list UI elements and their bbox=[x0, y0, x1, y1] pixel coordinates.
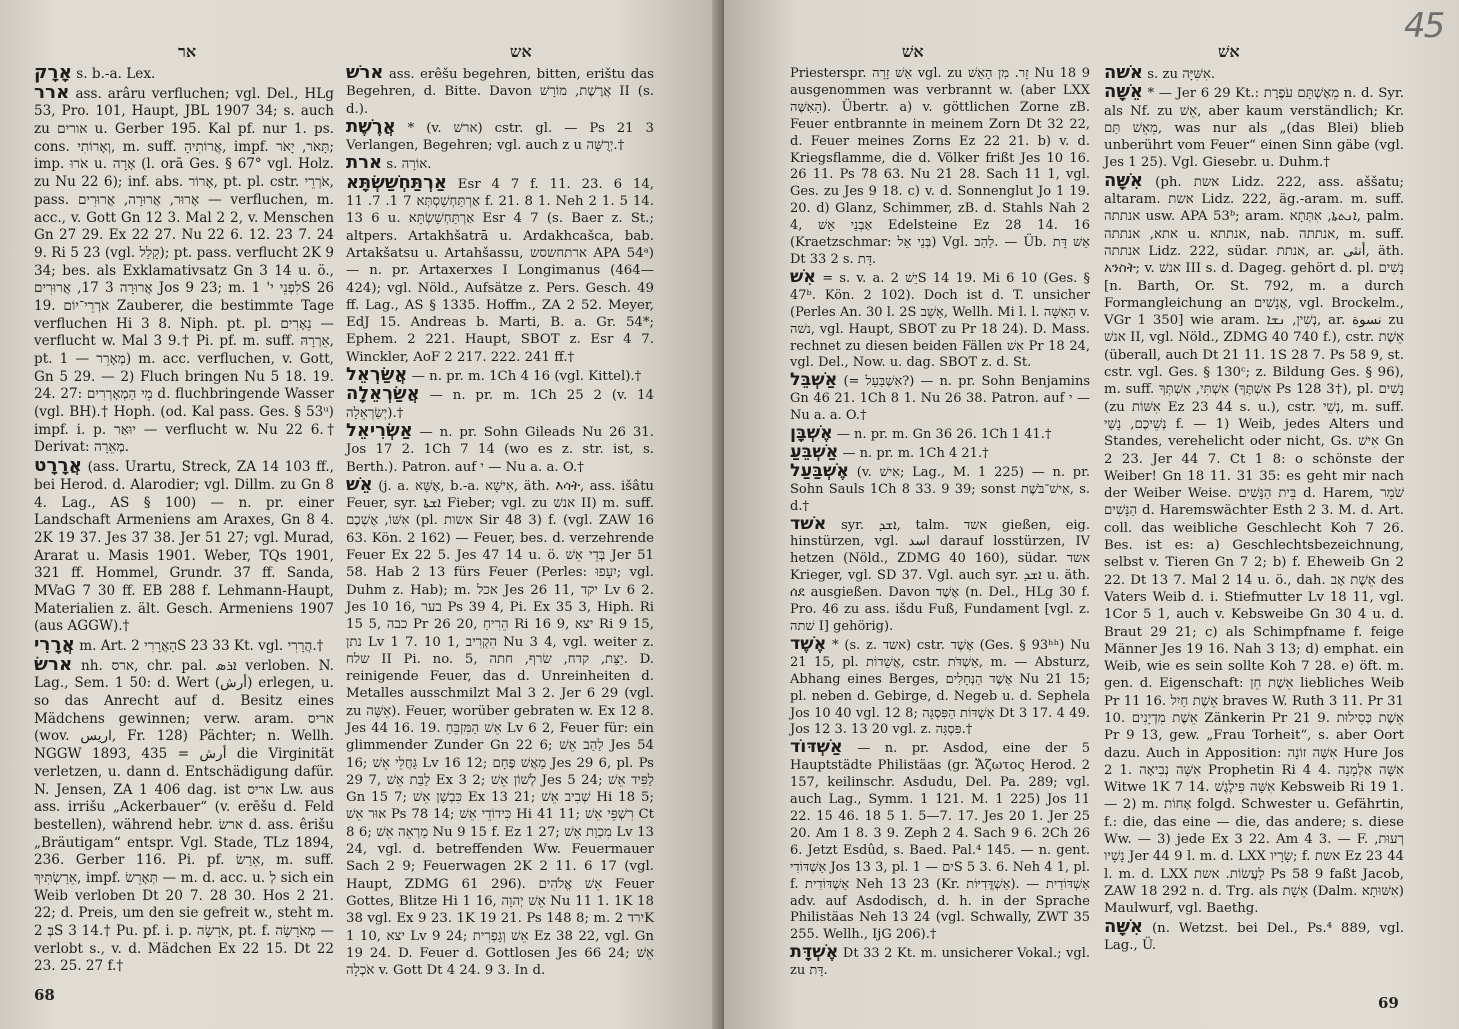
dictionary-entry bbox=[790, 513, 1091, 636]
entry-text: — n. pr. m. 1Ch 4 16 (vgl. Kittel).† bbox=[411, 369, 642, 385]
entry-text: — n. pr. m. 1Ch 4 21.† bbox=[842, 445, 989, 461]
dictionary-entry bbox=[790, 64, 1090, 269]
entry-lemma: אַשְׁבֵּעַ bbox=[790, 441, 839, 462]
entry-text: * (s. z. אשד) cstr. אֶשֶׁד (Ges. § 93ʰʰ) Nu 21 15, pl. אֲשֵׁדוֹת, cstr. אַשְׁדֹּת, m. — Absturz, Abhang eines Berges, אֶשֶׁד הַנְּחָלִים Nu 21 15; pl. neben d. Gebirge, d. Negeb u. d. Sephela Jos 10 40 vgl. 12 8; אַשְׁדּוֹת הַפִּסְגָּה Dt 3 17. 4 49. Jos 12 3. 13 20 vgl. z. פִּסְגָּה.† bbox=[790, 637, 1091, 738]
right-page-column-2 bbox=[1104, 64, 1404, 954]
dictionary-entry bbox=[790, 944, 1090, 980]
page-number-right: 69 bbox=[1378, 994, 1399, 1012]
entry-lemma: אֵשָּׁה bbox=[1104, 81, 1143, 103]
dictionary-entry bbox=[790, 266, 1090, 372]
dictionary-entry bbox=[790, 460, 1091, 516]
right-page bbox=[724, 0, 1459, 1029]
entry-text: ass. arâru verfluchen; vgl. Del., HLg 53, Pro. 101, Haupt, JBL 1907 34; s. auch zu אורים u. Gerber 195. Kal pf. nur 1. ps. cons. וְאָרוֹתִי, m. suff. אֲרוֹתִיהָ, impf. תָּאֹר, יָאֹר; imp. אֹרוּ u. אָרָה (l. orā Ges. § 67° vgl. Holz. zu Nu 22 6); inf. abs. אָרוֹר, pt. pl. cstr. אֹרְרֵי, pass. אָרוּר, אֲרוּרָה, אֲרוּרִים — verfluchen, m. acc., v. Gott Gn 12 3. Mal 2 2, v. Menschen Gn 27 29. Ex 22 27. Nu 22 6. 12. 23 7. 24 9. Ri 5 23 (vgl. קָלַל); pt. pass. verflucht 2K 9 34; bes. als Exklamativsatz Gn 3 14 u. ö., אֲרוּרָה 3 17, אֲרוּרִים Jos 9 23; m. לִפְנֵי י' 1S 26 19. אֹרְרֵי־יוֹם Zauberer, die bestimmte Tage verfluchen Hi 3 8. Niph. pt. pl. נֵאָרִים — verflucht w. Mal 3 9.† Pi. pf. m. suff. אֵרְרָהּ, pt. מְאָרֵר — 1) m. acc. verfluchen, v. Gott, Gn 5 29. — 2) Fluch bringen Nu 5 18. 19. 24. 27: מֵי הַמְאָרְרִים d. fluchbringende Wasser (vgl. BH).† Hoph. (od. Kal pass. Ges. § 53ᵘ) impf. i. p. יוּאַר — verflucht w. Nu 22 6.† Derivat: מְאֵרָה. bbox=[34, 85, 335, 456]
running-head-right-col2: אשׁ bbox=[1218, 42, 1240, 61]
entry-text: (n. Wetzst. bei Del., Ps.⁴ 889, vgl. Lag., Ü. bbox=[1104, 920, 1404, 953]
entry-text: s. zu אִשִּׁיָּה. bbox=[1147, 67, 1216, 82]
dictionary-entry bbox=[34, 636, 334, 656]
dictionary-entry bbox=[346, 171, 655, 366]
entry-lemma: אֶשְׁדָּת bbox=[790, 942, 839, 963]
dictionary-entry bbox=[34, 653, 335, 976]
entry-lemma: אשׁד bbox=[790, 513, 827, 534]
entry-text: s. אוֹרָה. bbox=[386, 157, 432, 173]
entry-lemma: ארר bbox=[34, 81, 70, 103]
entry-lemma: אֲרָרָט bbox=[34, 455, 82, 477]
entry-text: * — Jer 6 29 Kt.: מֵאֶשְׁתָּם עֹפֶרֶת n. d. Syr. als Nf. zu אֵשׁ, aber kaum verständlich; Kr. מֵאֵשׁ תַּם, was nur als „(das Blei) blieb unberührt vom Feuer“ einen Sinn gäbe (vgl. Jes 1 25). Vgl. Giesebr. u. Duhm.† bbox=[1104, 86, 1405, 171]
entry-lemma: אֶשֶׁד bbox=[790, 633, 827, 654]
entry-text: Priesterspr. אֵשׁ זָרָה vgl. zu זָר. מִן הָאֵשׁ Nu 18 9 ausgenommen was verbrannt w. (aber LXX הָאִשֶּׁה). Übertr. a) v. göttlichen Zorne zB. Feuer entbrannte in meinem Zorn Dt 32 22, d. Feuer meines Zorns Ez 22 21. b) v. d. Kriegsflamme, die d. Völker frißt Jes 10 16. 26 11. Ps 78 63. Nu 21 28. Sach 11 1, vgl. Ges. zu Jes 9 18. c) v. d. Sonnenglut Jo 1 19. 20. d) Glanz, Schimmer, zB. d. Stahls Nah 2 4, אַבְנֵי אֵשׁ Edelsteine Ez 28 14. 16 (Kraetzschmar: בְּנֵי אֵל) Vgl. לַהַב. — Üb. אֵשׁ דָּת Dt 33 2 s. דָּת. bbox=[790, 66, 1091, 267]
entry-lemma: אֲרֶשֶׁת bbox=[346, 115, 396, 137]
left-page bbox=[0, 0, 724, 1029]
dictionary-entry bbox=[346, 473, 655, 980]
entry-text: (ph. אשת Lidz. 222, ass. aššatu; altaram. אשת Lidz. 222, äg.-aram. m. suff. אנתתה usw. APA 53ᵇ; aram. ܐܢܬܬܐ, אִתְּתָא, palm. אתא, אנתתה u. אנתתא, nab. אנתתה, m. suff. אנתתה Lidz. 222, südar. אנתת, ar. أنثى, äth. አንስት; v. אנשׁ III s. d. Dageg. gehört d. pl. נָשִׁים [n. Barth, Or. St. 792, m. a durch Formangleichung an אֲנָשִׁים, vgl. Brockelm., VGr 1 350] wie aram. נְשִׁין, ܢܫܐ, ar. نسوة zu אנשׁ II, vgl. Nöld., ZDMG 40 740 f.), cstr. אֵשֶׁת (überall, auch Dt 21 11. 1S 28 7. Ps 58 9, st. cstr. vgl. Ges. § 130ᶜ; z. Bildung Ges. § 96), m. suff. אִשְׁתִּי, אִשְׁתְּךָ (אִשְׁתֶּךָ Ps 128 3†), pl. נָשִׁים (zu אִשּׁוֹת Ez 23 44 s. u.), cstr. נְשֵׁי, m. suff. נְשֵׁיכֶם, נָשַׁי f. — 1) Weib, jedes Alters und Standes, verehelicht oder nicht, Gs. אִישׁ Gn 2 23. Jer 44 7. Ct 1 8: o schönste der Weiber! Gn 18 11. 31 35: es geht mir nach der Weiber Weise. בֵּית הַנָּשִׁים d. Harem, שֹׁמֵר הַנָּשִׁים d. Haremswächter Esth 2 3. M. d. Art. coll. das weibliche Geschlecht Koh 7 26. Bes. ist es: a) Geschlechtsbezeichnung, selbst v. Tieren Gn 7 2; b) f. Eheweib Gn 2 22. Dt 13 7. Mal 2 14 u. ö., dah. אֵשֶׁת אָב des Vaters Weib d. i. Stiefmutter Lv 18 11, vgl. 1Cor 5 1, auch v. Kebsweibe Gn 30 4 u. d. Braut 29 21; c) als Schimpfname f. feige Männer Jes 19 16. Nah 3 13; d) emphat. ein Weib, wie es sein sollte Koh 7 28. e) öft. m. gen. d. Eigenschaft: אֵשֶׁת חֵן liebliches Weib Pr 11 16. אֵשֶׁת חַיִל braves W. Ruth 3 11. Pr 31 10. אֵשֶׁת מִדְיָנִים Zänkerin Pr 21 9. אֵשֶׁת כְּסִילוּת Pr 9 13, gew. „Frau Torheit“, s. aber Oort dazu. Auch in Apposition: אִשָּׁה זוֹנָה Hure Jos 2 1. אִשָּׁה נְבִיאָה Prophetin Ri 4 4. אִשָּׁה אַלְמָנָה Witwe 1K 7 14. אִשָּׁה פִּילֶגֶשׁ Kebsweib Ri 19 1. — 2) m. אָחוֹת folgd. Schwester u. Gefährtin, f.: die, das eine — die, das andere; s. diese Ww. — 3) jede Ex 3 22. Am 4 3. — F. רְעוּת, נָשָׁיו Jer 44 9 l. m. d. LXX שָׂרָיו; f. אשת Ez 23 44 l. m. d. LXX לַעֲשׂוֹת. אשת Ps 58 9 faßt Jacob, ZAW 18 292 n. d. Trg. als אֵשָׁת (Dalm. אִשּׁוּתָא) Maulwurf, vgl. Baethg. bbox=[1104, 174, 1405, 917]
entry-text: ass. erêšu begehren, bitten, erištu das Begehren, d. Bitte. Davon אֲרֶשֶׁת, מוֹרָשׁ II (s. d.). bbox=[346, 67, 654, 117]
left-page-column-2 bbox=[346, 64, 654, 979]
entry-text: — n. pr. m. Gn 36 26. 1Ch 1 41.† bbox=[836, 427, 1052, 443]
entry-text: Dt 33 2 Kt. m. unsicherer Vokal.; vgl. zu דָּת. bbox=[790, 946, 1090, 979]
entry-lemma: אַשְׁדּוֹד bbox=[790, 737, 843, 758]
entry-lemma: אַרְתַּחְשַׁשְׂתָּא bbox=[346, 171, 447, 193]
dictionary-entry bbox=[34, 457, 334, 636]
entry-text: — n. pr. Sohn Gileads Nu 26 31. Jos 17 2. 1Ch 7 14 (wo es z. str. ist, s. Berth.). Patron. auf י — Nu a. a. O.† bbox=[346, 424, 654, 475]
handwritten-page-mark: 45 bbox=[1404, 6, 1444, 46]
dictionary-entry bbox=[34, 64, 334, 84]
entry-text: m. Art. הָאֲרָרִי 2S 23 33 Kt. vgl. הֲרָרִי.† bbox=[79, 638, 324, 654]
entry-lemma: אָרָק bbox=[34, 62, 72, 83]
dictionary-entry bbox=[790, 633, 1091, 739]
entry-lemma: אֲשַׂרְאֵל bbox=[346, 364, 408, 386]
dictionary-entry bbox=[346, 419, 654, 476]
entry-lemma: אִשָּׁה bbox=[1104, 169, 1143, 191]
entry-text: s. b.-a. Lex. bbox=[76, 66, 156, 82]
entry-text: — n. pr. m. 1Ch 25 2 (v. 14 יְשַׂרְאֵלָה).† bbox=[346, 388, 655, 421]
right-page-column-1 bbox=[790, 64, 1090, 980]
entry-text: = s. v. a. יֵשׁ 2S 14 19. Mi 6 10 (Ges. § 47ᵇ. Kön. 2 102). Doch ist d. T. unsicher (Perles An. 30 l. 2S אָשֵׁב, Wellh. Mi l. l. הַאִשָּׁה v. נשׁה, vgl. Haupt, SBOT zu Pr 18 24). D. Mass. rechnet zu diesen beiden Fällen אִשׁ Pr 18 24, vgl. Del., Now. u. dag. SBOT z. d. St. bbox=[790, 270, 1090, 371]
dictionary-entry bbox=[790, 739, 1090, 944]
running-head-left-col2: אש bbox=[510, 42, 532, 61]
entry-lemma: אֲרָרִי bbox=[34, 634, 75, 655]
running-head-left-col1: אר bbox=[178, 42, 197, 61]
entry-lemma: אֶשְׁבַּעַל bbox=[790, 460, 850, 481]
dictionary-entry bbox=[1104, 915, 1404, 955]
dictionary-entry bbox=[346, 385, 654, 422]
dictionary-entry bbox=[346, 115, 655, 155]
entry-text: * (v. ארשׁ) cstr. gl. — Ps 21 3 Verlangen, Begehren; vgl. auch z u יְרֻשָּׁה.† bbox=[346, 120, 655, 154]
entry-lemma: אֵשׁ bbox=[346, 473, 373, 495]
entry-lemma: אַשְׂרִיאֵל bbox=[346, 419, 413, 441]
entry-lemma: אִשָּׁה bbox=[1104, 915, 1143, 937]
entry-lemma: ארשׁ bbox=[346, 62, 384, 83]
entry-lemma: אשׁה bbox=[1104, 62, 1143, 83]
entry-lemma: אֲשַׂרְאֵלָה bbox=[346, 383, 420, 405]
entry-text: Esr 4 7 f. 11. 23. 6 14, אַרְתַּחְשַׁסְתְּא 7 1. 7. 11 f. 21. 8 1. Neh 2 1. 5 14. 13 6 u. אַרְתַּחְשַׁשְׂתָּא Esr 4 7 (s. Baer z. St.; altpers. Artakhšatrā u. Ardakhcašca, bab. Artakšatsu u. Artahšassu, ארתחשסש APA 54ᵃ) — n. pr. Artaxerxes I Longimanus (464—424); vgl. Nöld., Aufsätze z. Pers. Gesch. 49 ff. Lag., AS § 1335. Hoffm., ZA 2 52. Meyer, EdJ 15. Andreas b. Marti, B. a. Gr. 54*; Ephem. 2 221. Haupt, SBOT z. Esr 4 7. Winckler, AoF 2 217. 222. 241 ff.† bbox=[346, 176, 655, 365]
running-head-right-col1: אשׁ bbox=[902, 42, 924, 61]
dictionary-entry bbox=[1104, 64, 1404, 83]
entry-lemma: אִשׁ bbox=[790, 266, 817, 287]
dictionary-entry bbox=[1104, 169, 1405, 918]
entry-lemma: ארשׂ bbox=[34, 653, 73, 675]
dictionary-entry bbox=[1104, 83, 1404, 171]
dictionary-entry bbox=[34, 81, 335, 457]
entry-text: (v. אִישׁ; Lag., M. 1 225) — n. pr. Sohn Sauls 1Ch 8 33. 9 39; sonst אִישׁ־בֹּשֶׁת, s. d.† bbox=[790, 464, 1091, 514]
entry-text: (ass. Urartu, Streck, ZA 14 103 ff., bei Herod. d. Alarodier; vgl. Dillm. zu Gn 8 4. Lag., AS § 100) — n. pr. einer Landschaft Armeniens am Araxes, Gn 8 4. 2K 19 37. Jes 37 38. Jer 51 27; vgl. Murad, Ararat u. Masis 1901. Weber, TQs 1901, 321 ff. Hommel, Grundr. 37 ff. Sanda, MVaG 7 30 ff. EB 288 f. Lehmann-Haupt, Materialien z. ält. Gesch. Armeniens 1907 (aus AGGW).† bbox=[34, 459, 334, 635]
entry-text: (j. a. אֶשָּׁא, b.-a. אִישָׁא, äth. እሳት, ass. išâtu Feuer, syr. ܐܫܬܐ Fieber; vgl. zu אנשׁ II) m. suff. אִשּׁוֹ, אֶשְׁכֶם (pl. אשות Sir 48 3) f. (vgl. ZAW 16 63. Kön. 2 162) — Feuer, bes. d. verzehrende Feuer Ex 22 5. Jes 47 14 u. ö. בְּדֵי אֵשׁ Jer 51 58. Hab 2 13 fürs Feuer (Perles: יִעָפוּ; vgl. Duhm z. Hab); m. אכל Jes 26 11, יקד Lv 6 2. Jes 10 16, בער Ps 39 4, Pi. Ex 35 3, Hiph. Ri 15 5, כבה Pr 26 20, הֵרִיחַ Ri 16 9, יצא Ri 9 15, נתן Lv 1 7. 10 1, הִקְרִיב Nu 3 4, vgl. weiter z. שלח II Pi. no. 5, יַצַּת, קדח, שׂרף, חתה. D. reinigende Feuer, das d. Unreinheiten d. Metalles ausschmilzt Mal 3 2. Jer 6 29 (vgl. zu אֵשָּׁה). Feuer, worüber gebraten w. Ex 12 8. Jes 44 16. 19. אֵשׁ הַמִּזְבֵּחַ Lv 6 2, Feuer für: ein glimmender Zunder Gn 22 6; לַהַב אֵשׁ Jes 54 16; גַּחֲלֵי אֵשׁ Lv 16 12; מַאֲשׁ פֶּחָם Jes 29 6, pl. Ps 29 7, לַבַּת אֵשׁ Ex 3 2; לְשׁוֹן אֵשׁ Jes 5 24; לַפִּיד אֵשׁ Gn 15 7; כִּבְשַׁן אֵשׁ Ex 13 21; שְׁבִיב אֵשׁ Hi 18 5; אוּר אֵשׁ Ps 78 14; כִּידוֹדֵי אֵשׁ Hi 41 11; רִשְׁפֵּי אֵשׁ Ct 8 6; מַרְאֵה אֵשׁ Nu 9 15 f. Ez 1 27; מִכְוַת אֵשׁ Lv 13 24, vgl. d. betreffenden Ww. Feuermauer Sach 2 9; Feuerwagen 2K 2 11. 6 17 (vgl. Haupt, ZDMG 61 296). אֵשׁ אֱלֹהִים Feuer Gottes, Blitze Hi 1 16, אֵשׁ יְהוָה Nu 11 1. 1K 18 38 vgl. Ex 9 23. 1K 19 21. Ps 148 8; m. ירד 2K 1 10, יצא Lv 9 24; אֵשׁ וְגָפְרִית Ez 38 22, vgl. Gn 19 24. D. Feuer d. Gottlosen Jes 66 24; אֵשׁ אֹכְלָה v. Gott Dt 4 24. 9 3. In d. bbox=[346, 478, 655, 979]
entry-lemma: אֶשְׁבָּן bbox=[790, 423, 833, 444]
dictionary-entry bbox=[790, 372, 1090, 425]
dictionary-entry bbox=[346, 64, 654, 118]
entry-text: (= אִשְׁבַּעַל?) — n. pr. Sohn Benjamins Gn 46 21. 1Ch 8 1. Nu 26 38. Patron. auf י — Nu a. a. O.† bbox=[790, 374, 1090, 424]
entry-text: nh. ארס, chr. pal. ܐܪܣ verloben. N. Lag., Sem. 1 50: d. Wert (أرش) erlegen, u. so das Anrecht auf d. Besitz eines Mädchens gewinnen; verw. aram. אריס (wov. اريس, Fr. 128) Pächter; n. Wellh. NGGW 1893, 435 = أرش die Virginität verletzen, u. dann d. Entschädigung dafür. N. Jensen, ZA 1 406 dag. ist אריס Lw. aus ass. irrišu „Ackerbauer“ (v. erēšu d. Feld bestellen), während hebr. ארשׂ d. ass. êrišu „Bräutigam“ entspr. Vgl. Stade, TLz 1894, 236. Gerber 116. Pi. pf. אֵרַשׂ, m. suff. אֵרַשְׂתִּיךְ, impf. תְּאָרֵשׂ — m. d. acc. u. לְ sich ein Weib verloben Dt 20 7. 28 30. Hos 2 21. 22; d. Preis, um den sie gefreit w., steht m. בְּ 2S 3 14.† Pu. pf. i. p. אֹרָשָׂה, pt. f. מְאֹרָשָׂה — verlobt s., v. d. Mädchen Ex 22 15. Dt 22 23. 25. 27 f.† bbox=[34, 657, 335, 975]
left-page-column-1 bbox=[34, 64, 334, 976]
entry-lemma: ארת bbox=[346, 152, 383, 174]
page-number-left: 68 bbox=[34, 986, 55, 1004]
entry-text: syr. ܐܫܕ, talm. אשד gießen, eig. hinstürzen, vgl. اسد darauf losstürzen, IV hetzen (Nöld., ZDMG 40 160), südar. אשד Krieger, vgl. SD 37. Vgl. auch syr. ܐܫܕ u. äth. ሰደ ausgießen. Davon אֶשֶׁד (n. Del., HLg 30 f. Pro. 46 zu ass. išdu Fuß, Fundament [vgl. z. שׁתה I] gehörig). bbox=[790, 517, 1091, 634]
entry-lemma: אַשְׁבֵּל bbox=[790, 370, 838, 391]
entry-text: — n. pr. Asdod, eine der 5 Hauptstädte Philistäas (gr. Ἄζωτος Herod. 2 157, keilinschr. Asdudu, Del. Pa. 289; vgl. auch Lag., Symm. 1 121. M. 1 225) Jos 11 22. 15 46. 18 5 1. 5—7. 17. Jes 20 1. Jer 25 20. Am 1 8. 3 9. Zeph 2 4. Sach 9 6. 2Ch 26 6. Jetzt Esdûd, s. Baed. Pal.⁴ 145. — n. gent. אַשְׁדּוֹדִי Jos 13 3, pl. ים — 1S 5 3. 6. Neh 4 1, pl. f. אַשְׁדּוֹדִית Neh 13 23 (Kr. אַשְׁדֳּדִיּוֹת). — אַשְׁדּוֹדִית adv. auf Asdodisch, d. h. in der Sprache Philistäas Neh 13 24 (vgl. Schwally, ZWT 35 255. Wellh., IjG 206).† bbox=[790, 741, 1090, 943]
